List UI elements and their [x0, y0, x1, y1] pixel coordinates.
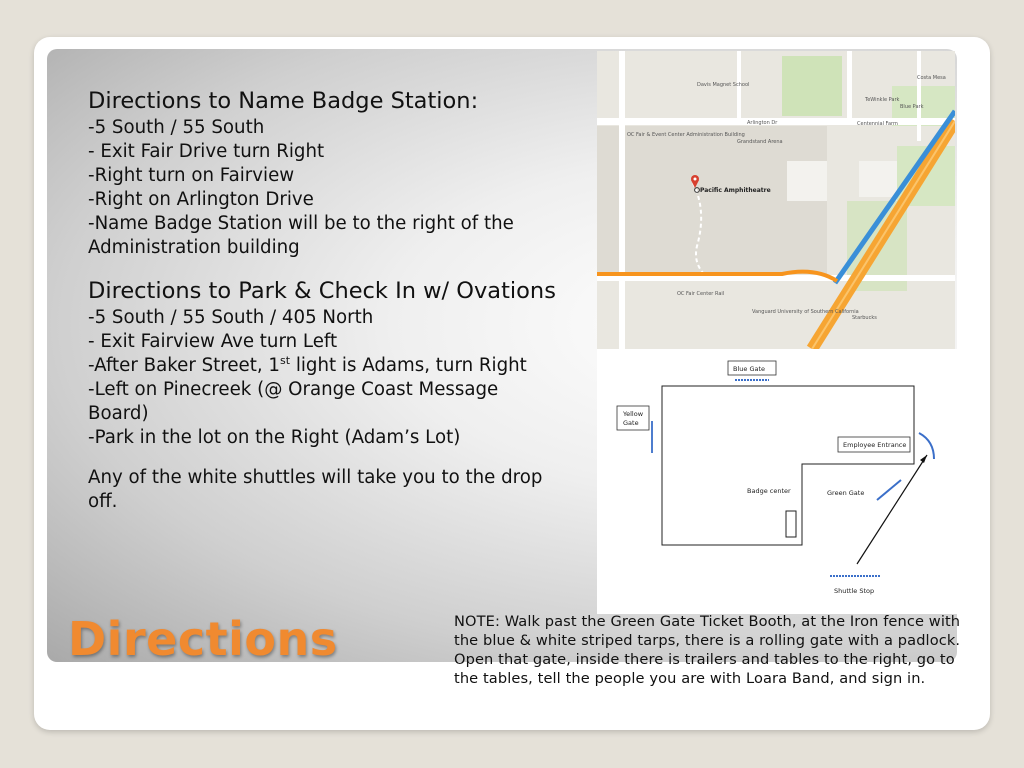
employee-entrance-label: Employee Entrance	[843, 441, 907, 449]
slide-title: Directions	[68, 612, 338, 666]
park-step: -After Baker Street, 1st light is Adams, turn Right	[88, 353, 527, 376]
badge-step: -5 South / 55 South	[88, 117, 265, 138]
route-map	[597, 51, 955, 349]
park-step: -Park in the lot on the Right (Adam’s Lot)	[88, 427, 461, 448]
map-label-vanguard: Vanguard University of Southern California	[752, 309, 859, 315]
badge-step: - Exit Fair Drive turn Right	[88, 141, 325, 162]
badge-step: -Right on Arlington Drive	[88, 189, 314, 210]
map-label-davis: Davis Magnet School	[697, 82, 750, 88]
blue-gate-label: Blue Gate	[733, 365, 766, 373]
badge-step: -Name Badge Station will be to the right of the Administration building	[88, 213, 514, 258]
map-label-blue-park: Blue Park	[900, 104, 924, 110]
map-label-centennial: Centennial Farm	[857, 121, 898, 127]
badge-step: -Right turn on Fairview	[88, 165, 295, 186]
park-step: -5 South / 55 South / 405 North	[88, 307, 374, 328]
gate-diagram	[597, 349, 964, 614]
badge-center-label: Badge center	[747, 487, 791, 495]
shuttle-stop-label: Shuttle Stop	[834, 587, 875, 595]
park-step: - Exit Fairview Ave turn Left	[88, 331, 338, 352]
park-directions-heading: Directions to Park & Check In w/ Ovations	[88, 278, 556, 304]
badge-directions-heading: Directions to Name Badge Station:	[88, 88, 479, 114]
map-label-grandstand: Grandstand Arena	[737, 139, 783, 145]
park-step: -Left on Pinecreek (@ Orange Coast Message Board)	[88, 379, 499, 424]
map-label-amphitheatre: Pacific Amphitheatre	[700, 187, 771, 194]
map-label-tewinkle: TeWinkle Park	[865, 97, 900, 103]
directions-text	[88, 86, 558, 514]
map-label-admin: OC Fair & Event Center Administration Building	[627, 132, 745, 138]
green-gate-label: Green Gate	[827, 489, 865, 497]
map-label-starbucks: Starbucks	[852, 315, 877, 321]
note-text: NOTE: Walk past the Green Gate Ticket Booth, at the Iron fence with the blue & white striped tarps, there is a rolling gate with a padlock. Open that gate, inside there is trailers and tables to the right, go to the tables, tell the people you are with Loara Band, and sign in.	[454, 613, 961, 687]
map-label-arlington: Arlington Dr	[747, 120, 778, 126]
shuttle-note: Any of the white shuttles will take you to the drop off.	[88, 467, 543, 512]
yellow-gate-label: Yellow Gate	[623, 410, 644, 427]
map-label-costa-mesa: Costa Mesa	[917, 75, 946, 81]
map-label-rail: OC Fair Center Rail	[677, 291, 725, 297]
